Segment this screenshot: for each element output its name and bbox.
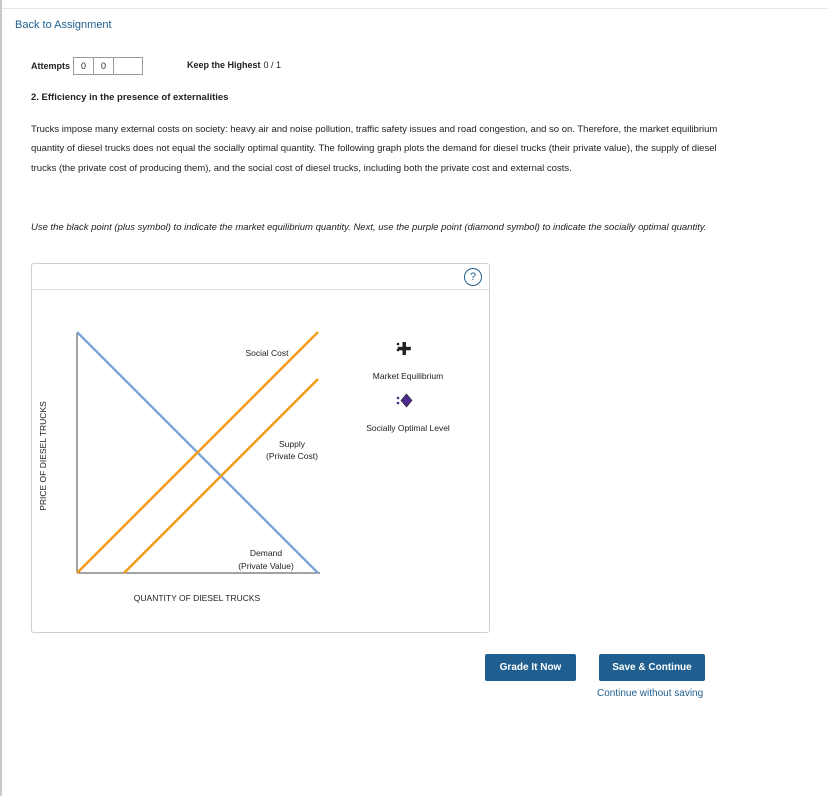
graph-panel: [31, 263, 490, 633]
attempts-label: Attempts: [31, 61, 71, 71]
y-axis-label: PRICE OF DIESEL TRUCKS: [38, 401, 48, 511]
save-and-continue-button[interactable]: Save & Continue: [599, 654, 705, 681]
attempt-box-1: 0: [73, 57, 94, 75]
attempt-box-2: 0: [93, 57, 114, 75]
continue-without-saving-link[interactable]: Continue without saving: [597, 688, 704, 699]
graph-canvas[interactable]: [32, 264, 489, 632]
market-equilibrium-label: Market Equilibrium: [372, 371, 444, 381]
top-divider: [0, 8, 828, 9]
keep-highest-score: 0 / 1: [263, 60, 282, 70]
left-border: [0, 0, 2, 796]
question-title: 2. Efficiency in the presence of externalities: [31, 92, 229, 103]
question-paragraph: Trucks impose many external costs on society: heavy air and noise pollution, traffic safety issues and road congestion, and so on. Therefore, the market equilibrium quantity of diesel trucks does not equal the socially optimal quantity. The following graph plots the demand for diesel trucks (their private value), the supply of diesel trucks (the private cost of producing them), and the social cost of diesel trucks, including both the private cost and external costs.: [31, 124, 718, 174]
attempts-row: [31, 56, 143, 76]
question-instructions: Use the black point (plus symbol) to indicate the market equilibrium quantity. Next, use the purple point (diamond symbol) to indicate the socially optimal quantity.: [31, 222, 707, 233]
keep-highest-label: Keep the Highest: [187, 60, 261, 70]
demand-label-line2: (Private Value): [238, 561, 294, 571]
back-to-assignment-link[interactable]: Back to Assignment: [15, 19, 112, 31]
social-cost-label: Social Cost: [245, 348, 289, 358]
supply-label-line2: (Private Cost): [266, 451, 318, 461]
grade-it-now-button[interactable]: Grade It Now: [485, 654, 576, 681]
attempt-box-3: [113, 57, 143, 75]
x-axis-label: QUANTITY OF DIESEL TRUCKS: [133, 593, 261, 603]
purple-diamond-point-icon[interactable]: [397, 394, 412, 407]
socially-optimal-label: Socially Optimal Level: [366, 423, 450, 433]
help-icon[interactable]: ?: [464, 268, 482, 286]
keep-highest: [187, 60, 281, 70]
black-plus-point-icon[interactable]: [397, 342, 411, 355]
demand-label-line1: Demand: [249, 548, 283, 558]
supply-label-line1: Supply: [279, 439, 305, 449]
